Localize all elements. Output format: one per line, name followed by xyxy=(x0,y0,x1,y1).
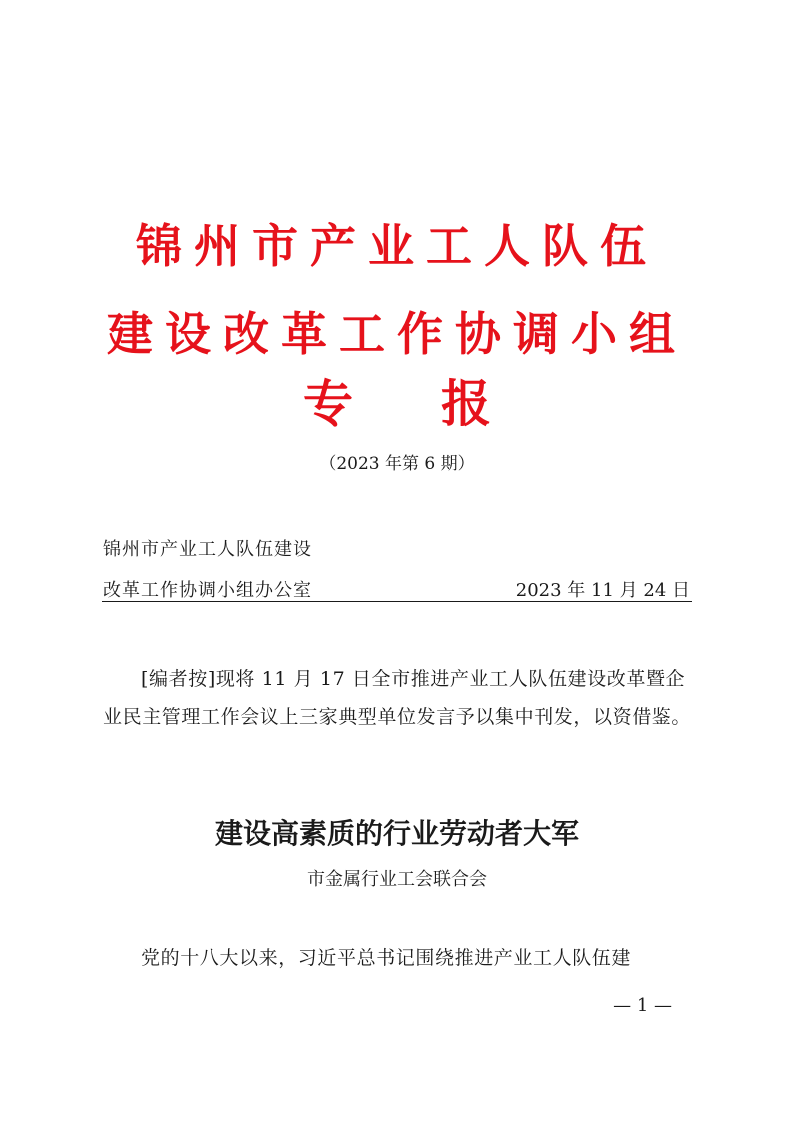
masthead-title-line-1: 锦州市产业工人队伍 xyxy=(136,219,658,273)
masthead-title-line-2: 建设改革工作协调小组 xyxy=(107,307,687,361)
masthead-char-zhuan: 专 xyxy=(303,374,353,433)
issue-number: （2023 年第 6 期） xyxy=(319,454,475,474)
header-divider xyxy=(102,601,692,602)
article-body: 党的十八大以来，习近平总书记围绕推进产业工人队伍建 xyxy=(141,947,632,969)
editor-note: [编者按]现将 11 月 17 日全市推进产业工人队伍建设改革暨企业民主管理工作会议上三家典型单位发言予以集中刊发，以资借鉴。 xyxy=(103,668,692,728)
article-author: 市金属行业工会联合会 xyxy=(307,869,487,890)
sender-line-2: 改革工作协调小组办公室 xyxy=(103,580,312,601)
masthead-title-line-3 xyxy=(0,376,794,432)
article-title: 建设高素质的行业劳动者大军 xyxy=(214,817,579,850)
sender-line-1: 锦州市产业工人队伍建设 xyxy=(103,539,312,560)
page-number: — 1 — xyxy=(613,995,672,1016)
publish-date: 2023 年 11 月 24 日 xyxy=(515,580,690,601)
masthead-char-bao: 报 xyxy=(441,374,491,433)
